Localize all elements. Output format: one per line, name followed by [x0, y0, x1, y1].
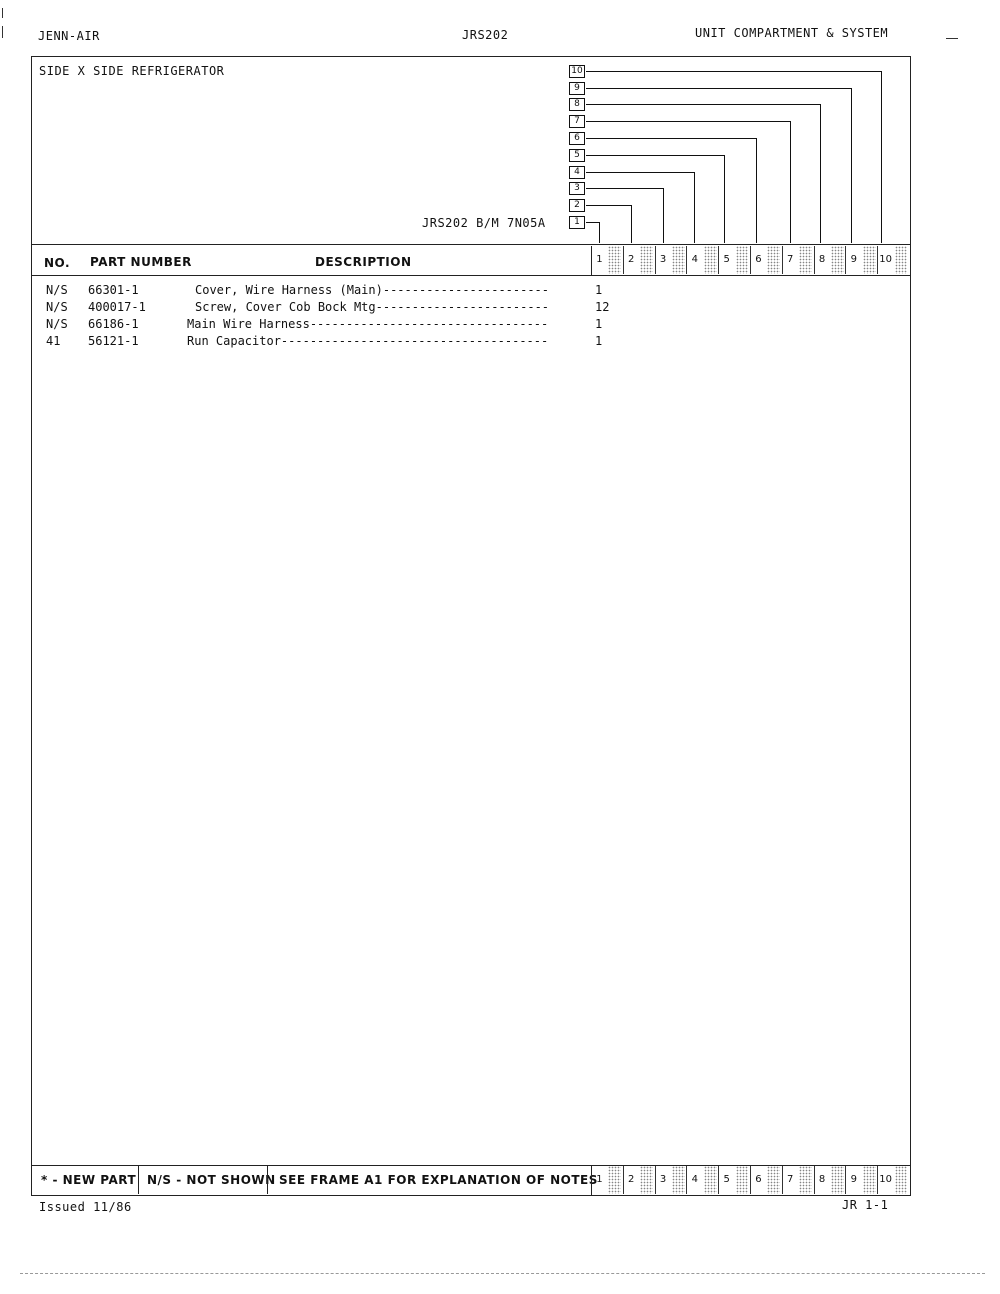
row-description: Run Capacitor-------------------------------------	[187, 334, 549, 348]
header-note-col-4: 4	[686, 246, 702, 274]
header-note-shade-8	[831, 246, 844, 274]
row-item-no: N/S	[46, 283, 68, 297]
header-note-col-2: 2	[623, 246, 639, 274]
callout-box-1: 1	[569, 216, 585, 229]
row-item-no: 41	[46, 334, 61, 348]
callout-box-9: 9	[569, 82, 585, 95]
callout-box-10: 10	[569, 65, 585, 78]
row-quantity: 1	[595, 283, 603, 297]
footer-note-shade-9	[863, 1166, 876, 1194]
row-leader-dashes: ---------------------------------	[309, 317, 549, 331]
header-note-shade-1	[608, 246, 621, 274]
footer-note-shade-8	[831, 1166, 844, 1194]
product-title: SIDE X SIDE REFRIGERATOR	[39, 64, 225, 78]
row-leader-dashes: ------------------------	[375, 300, 550, 314]
row-part-number: 56121-1	[88, 334, 139, 348]
row-description: Main Wire Harness---------------------------------	[187, 317, 549, 331]
model-label: JRS202	[462, 28, 509, 42]
row-part-number: 66301-1	[88, 283, 139, 297]
header-note-col-8: 8	[814, 246, 830, 274]
header-note-col-10: 10	[877, 246, 893, 274]
header-note-shade-3	[672, 246, 685, 274]
callout-box-5: 5	[569, 149, 585, 162]
footer-note-col-3: 3	[655, 1166, 671, 1194]
margin-mark	[2, 8, 3, 18]
col-desc-header: DESCRIPTION	[315, 255, 412, 269]
header-note-shade-4	[704, 246, 717, 274]
row-item-no: N/S	[46, 300, 68, 314]
footer-note-shade-1	[608, 1166, 621, 1194]
header-note-shade-6	[767, 246, 780, 274]
new-part-legend: * - NEW PART	[41, 1173, 137, 1187]
footer-note-col-8: 8	[814, 1166, 830, 1194]
row-item-no: N/S	[46, 317, 68, 331]
col-part-header: PART NUMBER	[90, 255, 192, 269]
header-note-col-9: 9	[845, 246, 861, 274]
row-description: Screw, Cover Cob Bock Mtg------------------------	[195, 300, 550, 314]
margin-mark	[2, 26, 3, 38]
header-note-divider	[591, 246, 592, 275]
callout-box-7: 7	[569, 115, 585, 128]
col-no-header: NO.	[44, 256, 71, 270]
callout-box-3: 3	[569, 182, 585, 195]
footer-note-col-5: 5	[718, 1166, 734, 1194]
footer-note-divider	[591, 1166, 592, 1195]
footer-note-shade-10	[895, 1166, 908, 1194]
section-title: UNIT COMPARTMENT & SYSTEM	[695, 26, 889, 40]
page-number: JR 1-1	[842, 1198, 889, 1212]
header-note-shade-9	[863, 246, 876, 274]
footer-divider	[138, 1165, 139, 1194]
callout-box-8: 8	[569, 98, 585, 111]
footer-note-col-10: 10	[877, 1166, 893, 1194]
see-frame-note: SEE FRAME A1 FOR EXPLANATION OF NOTES	[279, 1173, 598, 1187]
header-note-col-7: 7	[782, 246, 798, 274]
table-top-rule	[31, 244, 911, 245]
header-note-col-1: 1	[591, 246, 607, 274]
footer-note-shade-6	[767, 1166, 780, 1194]
issued-date: Issued 11/86	[39, 1200, 132, 1214]
header-note-shade-5	[736, 246, 749, 274]
footer-note-col-7: 7	[782, 1166, 798, 1194]
callout-box-2: 2	[569, 199, 585, 212]
row-part-number: 400017-1	[88, 300, 146, 314]
row-leader-dashes: -------------------------------------	[280, 334, 549, 348]
not-shown-legend: N/S - NOT SHOWN	[147, 1173, 276, 1187]
header-note-shade-7	[799, 246, 812, 274]
footer-note-col-6: 6	[750, 1166, 766, 1194]
margin-mark	[946, 38, 958, 39]
footer-note-col-9: 9	[845, 1166, 861, 1194]
brand-label: JENN-AIR	[38, 29, 100, 43]
bom-label: JRS202 B/M 7N05A	[422, 216, 546, 230]
footer-divider	[267, 1165, 268, 1194]
row-quantity: 1	[595, 334, 603, 348]
footer-note-shade-7	[799, 1166, 812, 1194]
callout-box-6: 6	[569, 132, 585, 145]
footer-note-col-4: 4	[686, 1166, 702, 1194]
footer-note-col-2: 2	[623, 1166, 639, 1194]
row-part-number: 66186-1	[88, 317, 139, 331]
header-note-col-3: 3	[655, 246, 671, 274]
row-quantity: 12	[595, 300, 610, 314]
footer-note-shade-2	[640, 1166, 653, 1194]
header-note-col-6: 6	[750, 246, 766, 274]
row-quantity: 1	[595, 317, 603, 331]
row-leader-dashes: -----------------------	[382, 283, 550, 297]
callout-leader-10	[586, 71, 882, 243]
footer-note-shade-5	[736, 1166, 749, 1194]
table-header-rule	[31, 275, 911, 276]
callout-box-4: 4	[569, 166, 585, 179]
header-note-shade-10	[895, 246, 908, 274]
footer-note-shade-3	[672, 1166, 685, 1194]
row-description: Cover, Wire Harness (Main)-----------------------	[195, 283, 550, 297]
header-note-shade-2	[640, 246, 653, 274]
header-note-col-5: 5	[718, 246, 734, 274]
scan-edge	[20, 1273, 985, 1274]
footer-note-col-1: 1	[591, 1166, 607, 1194]
footer-note-shade-4	[704, 1166, 717, 1194]
